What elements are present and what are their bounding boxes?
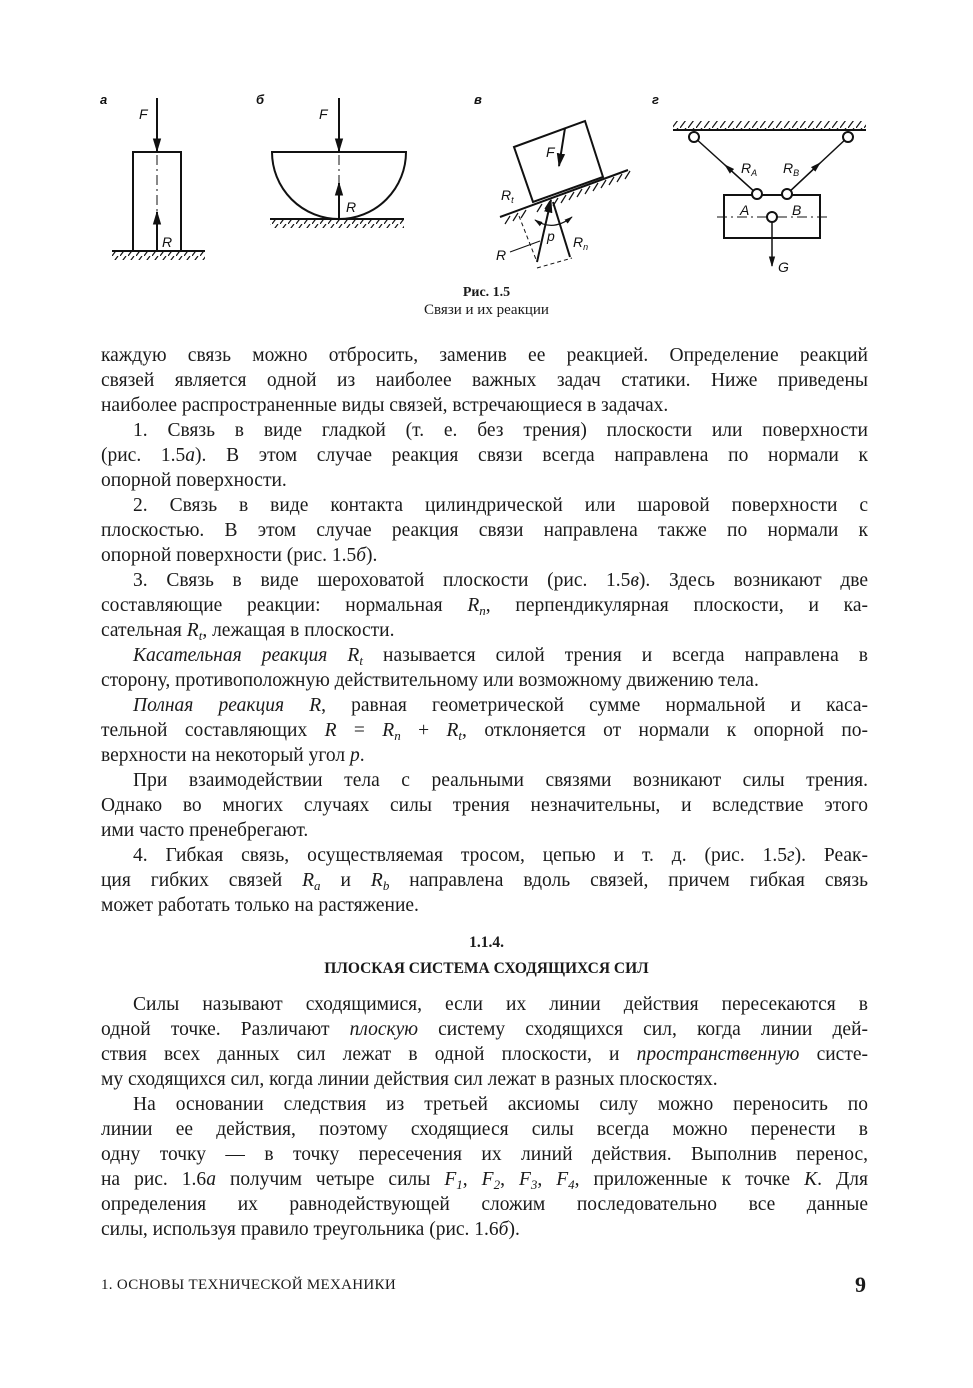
italic-text: R [467,595,480,616]
text-segment: сательная [101,620,187,641]
text-line [101,1067,868,1092]
text-line [101,618,868,643]
text-line [101,743,868,768]
text-line [101,568,868,593]
reaction-r-label: R [346,199,357,215]
italic-text: F [444,1169,457,1190]
italic-text: г [787,845,795,866]
text-segment: линии ее действия, поэтому сходящиеся силы всегда можно перенести в [101,1119,868,1140]
italic-text: R [302,870,315,891]
italic-text: в [630,570,639,591]
force-f-label: F [319,106,328,122]
text-segment: плоскостью. В этом случае реакция связи направлена также по нормали к [101,520,868,541]
text-segment: 3. Связь в виде шероховатой плоскости (рис. 1.5 [133,570,631,591]
text-line [101,1042,868,1067]
text-line [101,793,868,818]
reaction-rt-label: $R_t$ [501,187,514,205]
panel-a-column [112,98,205,260]
text-segment: 1. Связь в виде гладкой (т. е. без трения) плоскости или поверхности [133,420,868,441]
subscript: t [198,628,203,643]
text-segment: одной точке. Различают [101,1019,350,1040]
text-segment: систему сходящихся сил, когда линии дей- [418,1019,868,1040]
point-b-label: B [792,202,802,218]
panel-v-label: в [474,92,482,107]
text-segment: получим четыре силы [215,1169,445,1190]
italic-text: R [370,870,383,891]
text-segment: ). Здесь возникают две [638,570,868,591]
text-line [101,643,868,668]
text-segment: направлена вдоль связей, причем гибкая связь [389,870,868,891]
section-title: ПЛОСКАЯ СИСТЕМА СХОДЯЩИХСЯ СИЛ [324,960,649,977]
text-segment: , [500,1169,519,1190]
subscript: n [394,728,401,743]
italic-text: F [518,1169,531,1190]
subscript: n [479,603,486,618]
text-segment: ). В этом случае реакция связи всегда направлена по нормали к [195,445,868,466]
italic-text: K [804,1169,818,1190]
reaction-r-label: R [162,234,173,250]
italic-text: F [556,1169,569,1190]
text-segment: тельной составляющих [101,720,325,741]
text-segment: и [320,870,371,891]
italic-text: а [185,445,196,466]
italic-text: R [186,620,199,641]
text-line [101,1192,868,1217]
text-segment: , [462,1169,482,1190]
italic-text: Касательная реакция R [133,645,360,666]
text-segment: каждую связь можно отбросить, заменив ее реакцией. Определение реакций [101,345,868,366]
text-segment: сторону, противоположную действительному или возможному движению тела. [101,670,759,691]
italic-text: R [324,720,337,741]
text-line [101,768,868,793]
text-line [101,718,868,743]
italic-text: б [498,1219,509,1240]
text-segment: наиболее распространенные виды связей, встречающиеся в задачах. [101,395,669,416]
text-line [101,443,868,468]
text-line [101,543,868,568]
figure-caption-title: Связи и их реакции [424,302,549,318]
text-segment: , равная геометрической сумме нормальной и каса- [321,695,868,716]
text-line [101,1167,868,1192]
subscript: a [314,878,321,893]
text-segment: ими часто пренебрегают. [101,820,309,841]
text-segment: 4. Гибкая связь, осуществляемая тросом, цепью и т. д. (рис. 1.5 [133,845,787,866]
italic-text: а [206,1169,216,1190]
subscript: t [359,653,363,668]
figure-1-5 [0,80,973,295]
text-line [101,843,868,868]
text-segment: + [400,720,447,741]
text-segment: систе- [799,1044,868,1065]
subscript: 3 [530,1177,538,1192]
text-line [101,1142,868,1167]
text-segment: , приложенные к точке [574,1169,805,1190]
text-segment: может работать только на растяжение. [101,895,419,916]
panel-b-hemisphere [270,98,406,228]
subscript: 2 [493,1177,501,1192]
text-segment: называется силой трения и всегда направлена в [362,645,868,666]
subscript: 1 [456,1177,463,1192]
reaction-ra-label: $R_A$ [741,160,758,178]
reaction-r-label: R [496,247,507,263]
subscript: b [382,878,390,893]
force-f-label: F [139,106,148,122]
panel-g-suspended-body [673,121,866,266]
text-line [101,393,868,418]
text-line [101,593,868,618]
reaction-rb-label: $R_B$ [783,160,800,178]
text-segment: силы, используя правило треугольника (рис. 1.6 [101,1219,499,1240]
text-line [101,1117,868,1142]
text-segment: ствия всех данных сил лежат в одной плоскости, и [101,1044,637,1065]
text-segment: . [359,745,365,766]
figure-caption-number: Рис. 1.5 [462,285,511,300]
text-segment: му сходящихся сил, когда линии действия сил лежат в разных плоскостях. [101,1069,718,1090]
text-line [101,992,868,1017]
text-segment: = [336,720,383,741]
text-line [101,518,868,543]
panel-v-inclined-plane [500,121,630,268]
text-line [101,893,868,918]
text-segment: на рис. 1.6 [101,1169,207,1190]
italic-text: p [349,745,360,766]
text-segment: ция гибких связей [101,870,303,891]
force-f-label: F [546,144,555,160]
text-segment: Силы называют сходящимися, если их линии действия пересекаются в [133,994,868,1015]
point-a-label: A [740,202,750,218]
text-line [101,368,868,393]
text-segment: верхности на некоторый угол [101,745,350,766]
text-line [101,868,868,893]
italic-text: R [382,720,395,741]
text-segment: (рис. 1.5 [101,445,186,466]
text-segment: , перпендикулярная плоскости, и ка- [485,595,868,616]
text-line [101,1017,868,1042]
italic-text: плоскую [349,1019,419,1040]
text-line [101,693,868,718]
text-segment: , отклоняется от нормали к опорной по- [462,720,868,741]
text-line [101,468,868,493]
text-segment: связей является одной из наиболее важных задач статики. Ниже приведены [101,370,868,391]
reaction-rn-label: $R_n$ [573,234,589,252]
panel-b-label: б [256,92,265,107]
panel-g-label: г [652,92,659,107]
text-segment: , лежащая в плоскости. [202,620,395,641]
text-segment: На основании следствия из третьей аксиомы силу можно переносить по [133,1094,868,1115]
section-number: 1.1.4. [469,934,504,951]
text-segment: , [537,1169,557,1190]
body-text-2 [101,992,868,1242]
text-line [101,493,868,518]
italic-text: F [481,1169,494,1190]
text-line [101,343,868,368]
text-segment: составляющие реакции: нормальная [101,595,468,616]
text-segment: одну точку — в точку пересечения их линий действия. Выполнив перенос, [101,1144,868,1165]
running-footer: 1. ОСНОВЫ ТЕХНИЧЕСКОЙ МЕХАНИКИ [101,1277,396,1293]
page-number: 9 [855,1272,866,1297]
text-line [101,1217,868,1242]
angle-p-label: p [547,228,555,244]
subscript: t [458,728,463,743]
text-line [101,668,868,693]
text-segment: 2. Связь в виде контакта цилиндрической или шаровой поверхности с [133,495,868,516]
text-segment: При взаимодействии тела с реальными связями возникают силы трения. [133,770,868,791]
text-segment: ). Реак- [794,845,868,866]
italic-text: б [356,545,367,566]
text-segment: Однако во многих случаях силы трения незначительны, и вследствие этого [101,795,868,816]
text-line [101,818,868,843]
italic-text: пространственную [636,1044,800,1065]
text-segment: ). [508,1219,520,1240]
italic-text: Полная реакция R [133,695,322,716]
weight-g-label: G [778,259,789,275]
text-segment: опорной поверхности (рис. 1.5 [101,545,357,566]
panel-a-label: а [100,92,108,107]
text-segment: ). [366,545,378,566]
text-segment: опорной поверхности. [101,470,287,491]
body-text-1 [101,343,868,918]
text-line [101,418,868,443]
italic-text: R [446,720,459,741]
text-line [101,1092,868,1117]
text-segment: . Для [817,1169,868,1190]
text-segment: определения их равнодействующей сложим последовательно все данные [101,1194,868,1215]
subscript: 4 [568,1177,575,1192]
